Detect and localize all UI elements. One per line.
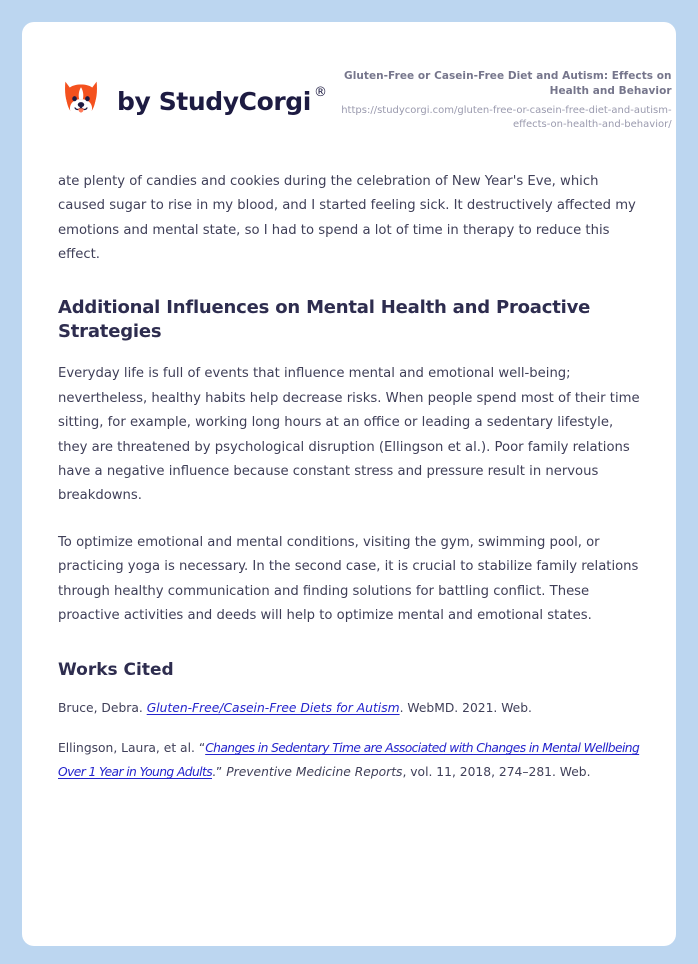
corgi-face-icon: [58, 78, 104, 124]
document-page-card: [22, 22, 676, 946]
citation-2-journal: Preventive Medicine Reports: [226, 765, 403, 780]
header-document-meta: [327, 69, 672, 132]
document-body: [22, 142, 676, 785]
brand-wordmark: [117, 84, 327, 116]
paragraph-one: Everyday life is full of events that influence mental and emotional well-being; nevertheless, healthy habits help decrease risks. When people spend most of their time sitting, for example, working long hours at an office or leading a sedentary lifestyle, they are threatened by psychological disruption (Ellingson et al.). Poor family relations have a negative influence because constant stress and pressure result in nervous breakdowns.: [58, 366, 640, 504]
paragraph-two: To optimize emotional and mental conditions, visiting the gym, swimming pool, or practicing yoga is necessary. In the second case, it is crucial to stabilize family relations through healthy communication and finding solutions for battling conflict. These proactive activities and deeds will help to optimize mental and emotional states.: [58, 534, 639, 624]
citation-1-author: Bruce, Debra.: [58, 701, 147, 716]
citation-1-link[interactable]: Gluten-Free/Casein-Free Diets for Autism: [146, 701, 400, 716]
citation-entry-2: [58, 737, 640, 785]
citation-2-link[interactable]: Changes in Sedentary Time are Associated with Changes in Mental Wellbeing Over 1 Year in Young Adults: [58, 741, 640, 780]
header-document-title: Gluten-Free or Casein-Free Diet and Autism: Effects on Health and Behavior: [344, 70, 672, 98]
citation-entry-1: [58, 697, 640, 721]
section-heading-additional-influences: Additional Influences on Mental Health and Proactive Strategies: [58, 296, 591, 342]
citation-2-author: Ellingson, Laura, et al. “: [58, 741, 206, 756]
citation-1-tail: . WebMD. 2021. Web.: [399, 701, 532, 716]
paragraph-intro: ate plenty of candies and cookies during the celebration of New Year's Eve, which caused sugar to rise in my blood, and I started feeling sick. It destructively affected my emotions and mental state, so I had to spend a lot of time in therapy to reduce this effect.: [58, 174, 636, 263]
document-header: [22, 22, 676, 142]
works-cited-heading: Works Cited: [58, 659, 174, 680]
brand-name-text: by StudyCorgi: [117, 86, 311, 116]
registered-trademark-icon: ®: [313, 84, 327, 100]
header-document-url: https://studycorgi.com/gluten-free-or-casein-free-diet-and-autism-effects-on-health-and-behavior/: [341, 105, 672, 131]
citation-2-mid: .”: [212, 765, 227, 780]
brand-logo-block: [58, 78, 327, 124]
citation-2-tail: , vol. 11, 2018, 274–281. Web.: [402, 765, 591, 780]
